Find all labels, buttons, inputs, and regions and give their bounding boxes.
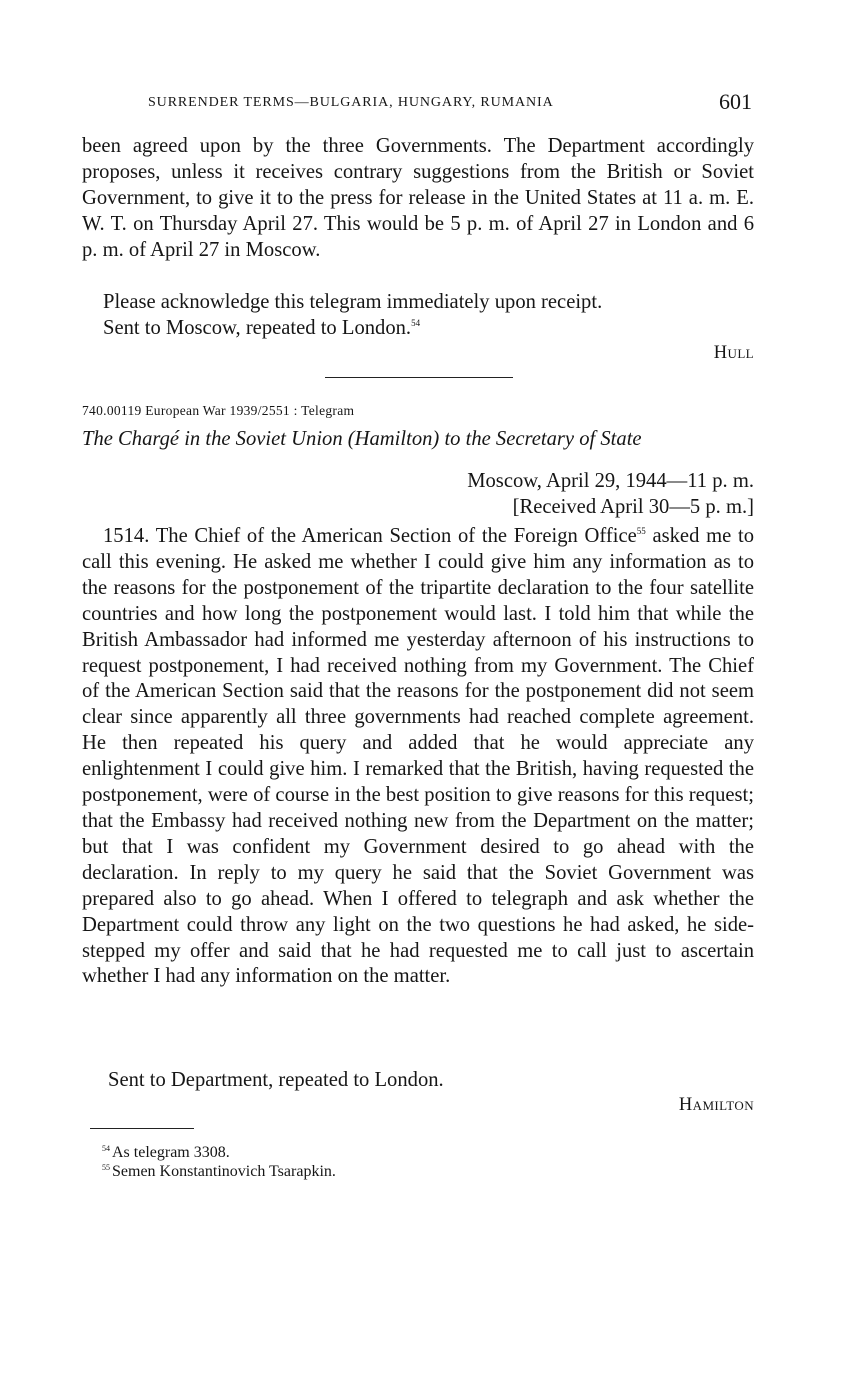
footnote-text: As telegram 3308. <box>112 1144 230 1161</box>
acknowledge-paragraph: Please acknowledge this telegram immediately upon receipt. <box>103 291 603 313</box>
telegram-body-start: 1514. The Chief of the American Section of the Foreign Office <box>103 525 637 547</box>
signature-hamilton: Hamilton <box>678 1095 754 1115</box>
telegram-body-rest: asked me to call this evening. He asked me whether I could give him any information as to the reasons for the postponement of the tripartite declaration to the four satellite countries and how long the postponement would last. I told him that while the British Ambassador had informed me yesterday afternoon of his instructions to request postponement, I had received nothing from my Government. The Chief of the American Section said that the reasons for the postponement did not seem clear since apparently all three governments had reached complete agreement. He then repeated his query and added that he would appreciate any enlightenment I could give him. I remarked that the British, having requested the postponement, were of course in the best position to give reasons for this request; that the Embassy had received nothing new from the Department on the matter; but that I was confident my Government desired to go ahead with the declaration. In reply to my query he said that the Soviet Government was prepared also to go ahead. When I offered to telegraph and ask whether the Department could throw any light on the two questions he had asked, he side-stepped my offer and said that he had requested me to call just to ascertain whether I had any information on the matter. <box>82 525 754 988</box>
document-title: The Chargé in the Soviet Union (Hamilton) to the Secretary of State <box>82 428 642 450</box>
footnotes <box>102 1143 336 1181</box>
footnote-text: Semen Konstantinovich Tsarapkin. <box>112 1163 336 1180</box>
telegram-body <box>82 524 754 990</box>
page-header <box>82 89 754 122</box>
distribution-text: Sent to Moscow, repeated to London. <box>103 317 412 339</box>
distribution-paragraph <box>82 316 754 342</box>
closing-line: Sent to Department, repeated to London. <box>108 1069 444 1091</box>
footnote-ref-54: 54 <box>411 318 421 328</box>
received-line: [Received April 30—5 p. m.] <box>512 496 754 518</box>
footnote-rule <box>90 1128 194 1129</box>
signature-hull: Hull <box>713 343 754 363</box>
dateline: Moscow, April 29, 1944—11 p. m. <box>467 470 754 492</box>
footnote-mark: 54 <box>102 1144 110 1153</box>
continued-paragraph: been agreed upon by the three Governments. The Department accordingly proposes, unless it receives contrary suggestions from the British or Soviet Government, to give it to the press for release in the United States at 11 a. m. E. W. T. on Thursday April 27. This would be 5 p. m. of April 27 in London and 6 p. m. of April 27 in Moscow. <box>82 135 754 261</box>
footnote-54 <box>102 1143 336 1162</box>
footnote-55 <box>102 1162 336 1181</box>
footnote-mark: 55 <box>102 1163 110 1172</box>
section-divider <box>325 377 513 378</box>
footnote-ref-55: 55 <box>636 526 646 536</box>
page-number: 601 <box>719 89 752 114</box>
running-head: SURRENDER TERMS—BULGARIA, HUNGARY, RUMANIA <box>148 95 554 110</box>
file-reference: 740.00119 European War 1939/2551 : Telegram <box>82 403 355 418</box>
